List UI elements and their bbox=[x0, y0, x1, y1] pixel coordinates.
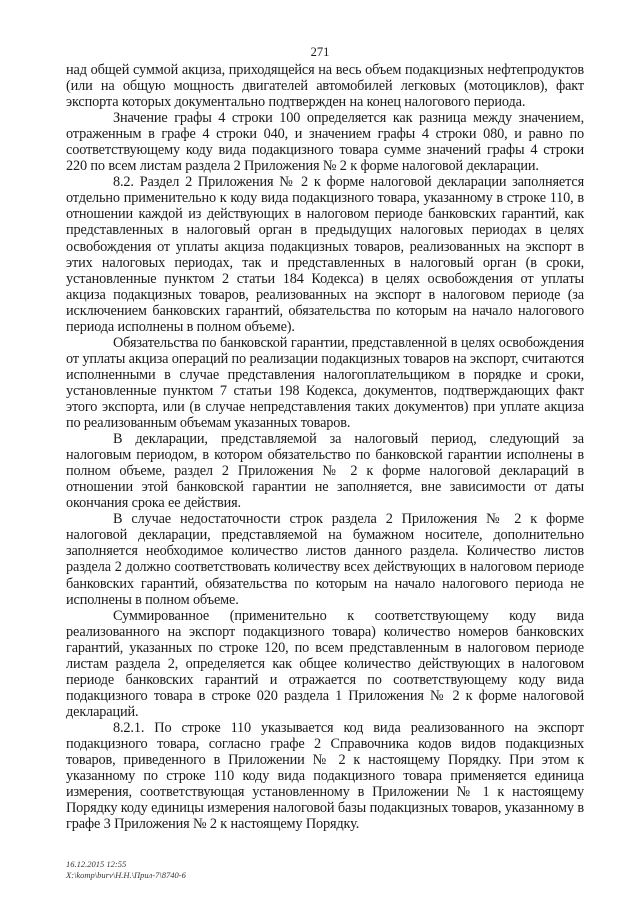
paragraph: В декларации, представляемой за налоговый период, следующий за налоговым периодом, в котором обязательство по банковской гарантии исполнены в полном объеме, раздел 2 Приложения № 2 к форме налоговой деклараций в отношении этой банковской гарантии не заполняется, вне зависимости от даты окончания срока ее действия. bbox=[66, 431, 584, 512]
document-body bbox=[66, 62, 584, 832]
footer-file-path: X:\komp\burv\Н.Н.\Прил-7\8740-6 bbox=[66, 870, 186, 880]
page-number: 271 bbox=[310, 45, 330, 59]
paragraph-continuation: над общей суммой акциза, приходящейся на весь объем подакцизных нефтепродуктов (или на общую мощность двигателей автомобилей легковых (мотоциклов), факт экспорта которых документально подтвержден на конец налогового периода. bbox=[66, 62, 584, 111]
paragraph: В случае недостаточности строк раздела 2 Приложения № 2 к форме налоговой декларации, представляемой на бумажном носителе, дополнительно заполняется необходимое количество листов данного раздела. Количество листов раздела 2 должно соответствовать количеству всех действующих в налоговом периоде банковских гарантий, обязательства по которым на начало налогового периода не исполнены в полном объеме. bbox=[66, 511, 584, 608]
paragraph: Обязательства по банковской гарантии, представленной в целях освобождения от уплаты акциза операций по реализации подакцизных товаров на экспорт, считаются исполненными в случае представления налогоплательщиком в порядке и сроки, установленные пунктом 7 статьи 198 Кодекса, документов, подтверждающих факт этого экспорта, или (в случае непредставления таких документов) при уплате акциза по реализованным объемам указанных товаров. bbox=[66, 334, 584, 432]
paragraph: Значение графы 4 строки 100 определяется как разница между значением, отраженным в графе 4 строки 040, и значением графы 4 строки 080, и равно по соответствующему коду вида подакцизного товара сумме значений графы 4 строки 220 по всем листам раздела 2 Приложения № 2 к форме налоговой декларации. bbox=[66, 110, 584, 175]
footer-timestamp: 16.12.2015 12:55 bbox=[66, 859, 127, 869]
paragraph: Суммированное (применительно к соответствующему коду вида реализованного на экспорт подакцизного товара) количество номеров банковских гарантий, указанных по строке 120, по всем представленным в налоговом периоде листам раздела 2, определяется как общее количество действующих в налоговом периоде банковских гарантий и отражается по соответствующему коду вида подакцизного товара в строке 020 раздела 1 Приложения № 2 к форме налоговой деклараций. bbox=[66, 607, 584, 720]
paragraph: 8.2. Раздел 2 Приложения № 2 к форме налоговой декларации заполняется отдельно применительно к коду вида подакцизного товара, указанному в строке 110, в отношении каждой из действующих в налоговом периоде банковских гарантий, как представленных в налоговый орган в предыдущих налоговых периодах в целях освобождения от уплаты акциза подакцизных товаров, реализованных на экспорт в этих налоговых периодах, так и представленных в налоговый орган (в сроки, установленные пунктом 2 статьи 184 Кодекса) в целях освобождения от уплаты акциза подакцизных товаров, реализованных на экспорт в налоговом периоде (за исключением банковских гарантий, обязательства по которым на начало налогового периода исполнены в полном объеме). bbox=[66, 174, 584, 335]
page-footer bbox=[66, 859, 186, 881]
paragraph: 8.2.1. По строке 110 указывается код вида реализованного на экспорт подакцизного товара, согласно графе 2 Справочника кодов видов подакцизных товаров, приведенного в Приложении № 2 к настоящему Порядку. При этом к указанному по строке 110 коду вида подакцизного товара применяется единица измерения, соответствующая установленному в Приложении № 1 к настоящему Порядку коду единицы измерения налоговой базы подакцизных товаров, указанному в графе 3 Приложения № 2 к настоящему Порядку. bbox=[66, 719, 584, 833]
